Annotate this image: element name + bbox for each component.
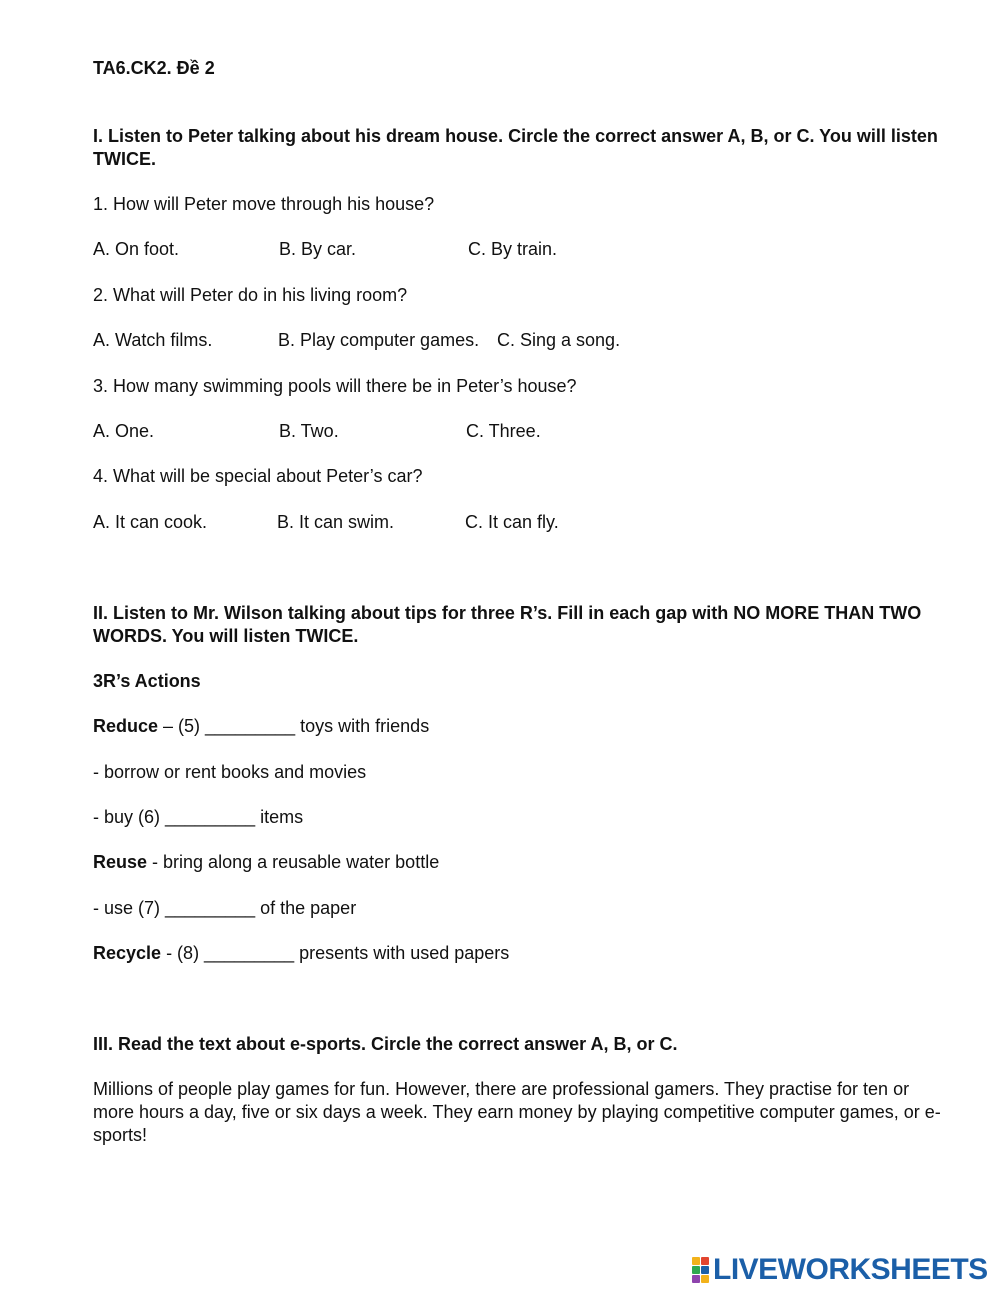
option-a[interactable]: A. One.	[93, 421, 155, 441]
logo-tiles-icon	[692, 1257, 709, 1283]
question-2: 2. What will Peter do in his living room?	[93, 285, 408, 305]
gap-6-line[interactable]: - buy (6) _________ items	[93, 807, 304, 827]
borrow-line: - borrow or rent books and movies	[93, 762, 367, 782]
option-c[interactable]: C. It can fly.	[465, 512, 559, 532]
option-a[interactable]: A. On foot.	[93, 239, 180, 259]
option-a[interactable]: A. It can cook.	[93, 512, 208, 532]
reduce-line	[93, 715, 429, 738]
question-1-options	[93, 238, 793, 261]
option-c[interactable]: C. By train.	[468, 239, 558, 259]
question-3: 3. How many swimming pools will there be in Peter’s house?	[93, 376, 577, 396]
liveworksheets-logo	[692, 1254, 988, 1286]
option-b[interactable]: B. It can swim.	[277, 512, 395, 532]
reuse-text: - bring along a reusable water bottle	[147, 852, 440, 872]
option-b[interactable]: B. Play computer games.	[278, 330, 480, 350]
option-c[interactable]: C. Sing a song.	[497, 330, 621, 350]
option-c[interactable]: C. Three.	[466, 421, 541, 441]
gap-5-text[interactable]: – (5) _________ toys with friends	[158, 716, 430, 736]
recycle-line	[93, 942, 509, 965]
gap-8-text[interactable]: - (8) _________ presents with used papers	[161, 943, 510, 963]
option-a[interactable]: A. Watch films.	[93, 330, 213, 350]
section-1-heading: I. Listen to Peter talking about his dream house. Circle the correct answer A, B, or C. You will listen TWICE.	[93, 126, 938, 169]
section-3-heading: III. Read the text about e-sports. Circle the correct answer A, B, or C.	[93, 1034, 678, 1054]
option-b[interactable]: B. By car.	[279, 239, 357, 259]
logo-text: LIVEWORKSHEETS	[713, 1253, 988, 1286]
question-1: 1. How will Peter move through his house?	[93, 194, 435, 214]
reuse-line	[93, 851, 439, 874]
esports-passage: Millions of people play games for fun. However, there are professional gamers. They practise for ten or more hours a day, five or six days a week. They earn money by playing competitive computer games, or e-sports!	[93, 1079, 941, 1145]
table-header: 3R’s Actions	[93, 671, 201, 691]
question-4-options	[93, 511, 793, 534]
option-b[interactable]: B. Two.	[279, 421, 339, 441]
question-4: 4. What will be special about Peter’s car?	[93, 466, 423, 486]
question-3-options	[93, 420, 793, 443]
reduce-label: Reduce	[93, 716, 159, 736]
gap-7-line[interactable]: - use (7) _________ of the paper	[93, 898, 357, 918]
section-2-heading: II. Listen to Mr. Wilson talking about tips for three R’s. Fill in each gap with NO MORE THAN TWO WORDS. You will listen TWICE.	[93, 603, 922, 646]
question-2-options	[93, 329, 793, 352]
page-title: TA6.CK2. Đề 2	[93, 58, 215, 78]
recycle-label: Recycle	[93, 943, 162, 963]
reuse-label: Reuse	[93, 852, 148, 872]
